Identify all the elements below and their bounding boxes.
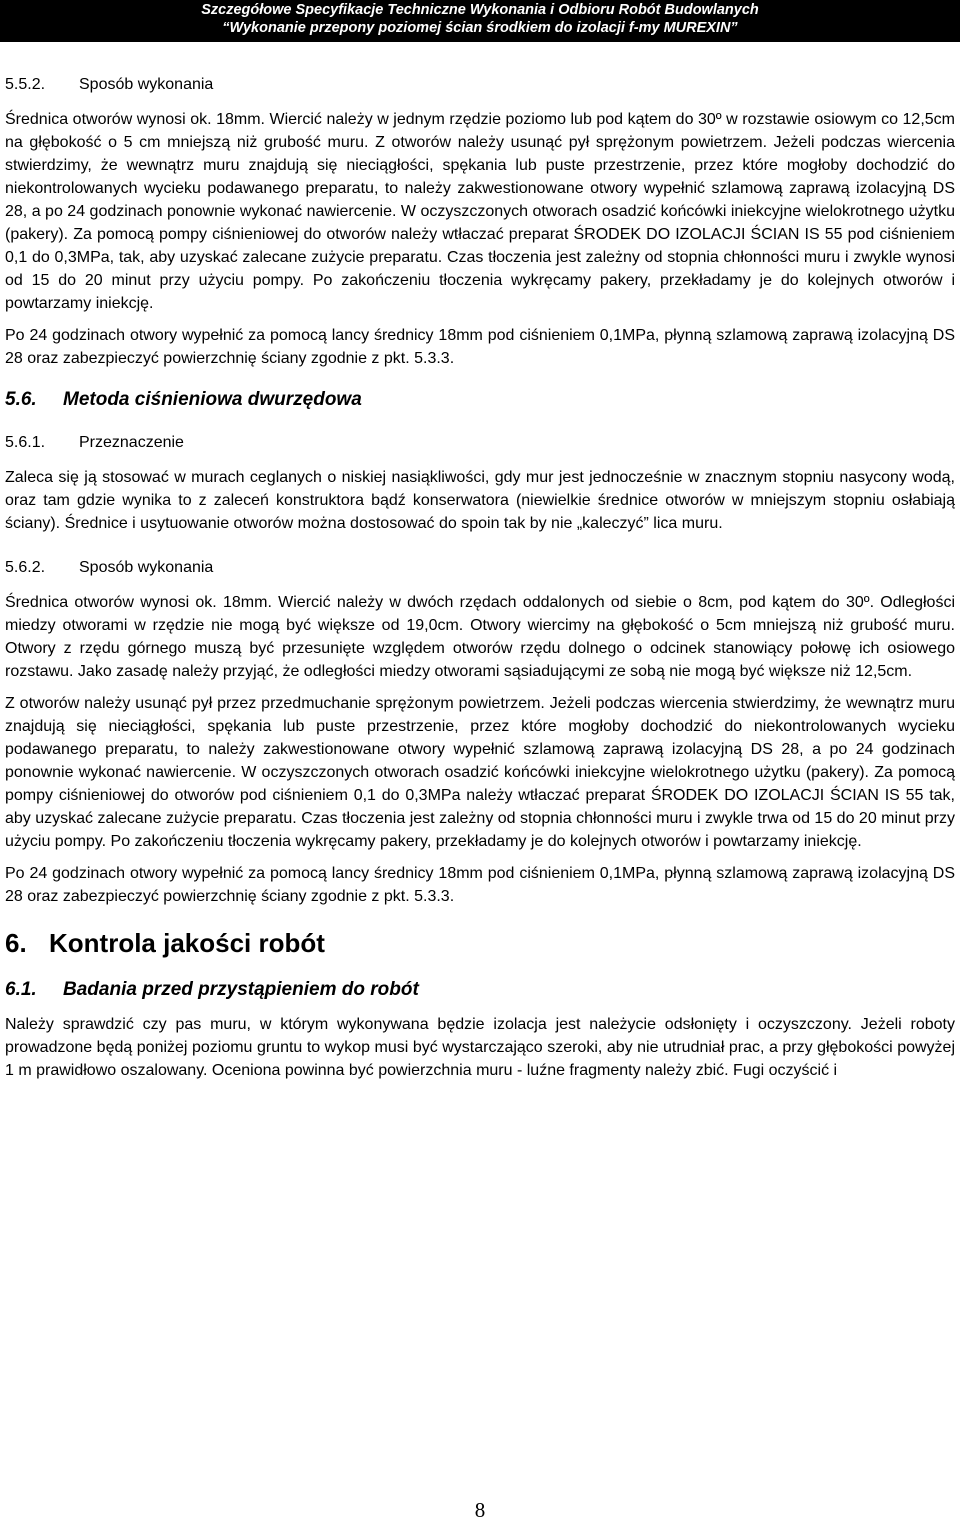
- section-title: Sposób wykonania: [79, 76, 214, 93]
- section-title: Przeznaczenie: [79, 434, 184, 451]
- header-subtitle: “Wykonanie przepony poziomej ścian środkiem do izolacji f-my MUREXIN”: [222, 20, 738, 36]
- document-body: [5, 73, 955, 1082]
- paragraph: Po 24 godzinach otwory wypełnić za pomocą lancy średnicy 18mm pod ciśnieniem 0,1MPa, płynną szlamową zaprawą izolacyjną DS 28 oraz zabezpieczyć powierzchnię ściany zgodnie z pkt. 5.3.3.: [5, 327, 955, 367]
- page-header: [0, 0, 960, 42]
- section-title: Kontrola jakości robót: [49, 928, 325, 958]
- section-5-6-2-heading: [5, 556, 955, 579]
- section-6-1-heading: [5, 978, 955, 1001]
- section-5-6-heading: [5, 388, 955, 411]
- section-5-5-2-heading: [5, 73, 955, 96]
- section-number: 5.6.2.: [5, 559, 46, 576]
- paragraph: Średnica otworów wynosi ok. 18mm. Wiercić należy w jednym rzędzie poziomo lub pod kątem do 30º w rozstawie osiowym co 12,5cm na głębokość o 5 cm mniejszą niż grubość muru. Z otworów należy usunąć pył sprężonym powietrzem. Jeżeli podczas wiercenia stwierdzimy, że wewnątrz muru znajdują się nieciągłości, spękania lub puste przestrzenie, przez które mogłoby dochodzić do niekontrolowanych wycieku podawanego preparatu, to należy zakwestionowane otwory wypełnić szlamową zaprawą izolacyjną DS 28, a po 24 godzinach ponownie wykonać nawiercenie. W oczyszczonych otworach osadzić końcówki iniekcyjne wielokrotnego użytku (pakery). Za pomocą pompy ciśnieniowej do otworów należy wtłaczać preparat ŚRODEK DO IZOLACJI ŚCIAN IS 55 pod ciśnieniem 0,1 do 0,3MPa, tak, aby uzyskać zalecane zużycie preparatu. Czas tłoczenia jest zależny od stopnia chłonności muru i zwykle wynosi od 15 do 20 minut przy użyciu pompy. Po zakończeniu tłoczenia wykręcamy pakery, przekładamy je do kolejnych otworów i powtarzamy iniekcję.: [5, 111, 955, 312]
- paragraph: Średnica otworów wynosi ok. 18mm. Wiercić należy w dwóch rzędach oddalonych od siebie o 8cm, pod kątem do 30º. Odległości miedzy otworami w rzędzie nie mogą być większe od 19,0cm. Otwory wiercimy na głębokość o 5cm mniejszą niż grubość muru. Otwory z rzędu górnego muszą być przesunięte względem otworów rzędu dolnego o odcinek stanowiący połowę ich osiowego rozstawu. Jako zasadę należy przyjąć, że odległości miedzy otworami sąsiadującymi ze sobą nie mogą być większe niż 12,5cm.: [5, 594, 955, 680]
- section-title: Metoda ciśnieniowa dwurzędowa: [63, 389, 362, 410]
- section-number: 5.6.1.: [5, 434, 46, 451]
- section-6-heading: [5, 928, 955, 958]
- paragraph: Po 24 godzinach otwory wypełnić za pomocą lancy średnicy 18mm pod ciśnieniem 0,1MPa, płynną szlamową zaprawą izolacyjną DS 28 oraz zabezpieczyć powierzchnię ściany zgodnie z pkt. 5.3.3.: [5, 865, 955, 905]
- header-title: Szczegółowe Specyfikacje Techniczne Wykonania i Odbioru Robót Budowlanych: [201, 2, 759, 18]
- section-5-6-1-heading: [5, 431, 955, 454]
- section-title: Badania przed przystąpieniem do robót: [63, 979, 419, 1000]
- section-title: Sposób wykonania: [79, 559, 214, 576]
- section-number: 6.: [5, 928, 27, 958]
- paragraph: Z otworów należy usunąć pył przez przedmuchanie sprężonym powietrzem. Jeżeli podczas wiercenia stwierdzimy, że wewnątrz muru znajdują się nieciągłości, spękania lub puste przestrzenie, przez które mogłoby dochodzić do niekontrolowanych wycieku podawanego preparatu, to należy zakwestionowane otwory wypełnić szlamową zaprawą izolacyjną DS 28, a po 24 godzinach ponownie wykonać nawiercenie. W oczyszczonych otworach osadzić końcówki iniekcyjne wielokrotnego użytku (pakery). Za pomocą pompy ciśnieniowej do otworów pod ciśnieniem 0,1 do 0,3MPa należy wtłaczać preparat ŚRODEK DO IZOLACJI ŚCIAN IS 55 tak, aby uzyskać zalecane zużycie preparatu. Czas tłoczenia jest zależny od stopnia chłonności muru i zwykle trwa od 15 do 20 minut przy użyciu pompy. Po zakończeniu tłoczenia wykręcamy pakery, przekładamy je do kolejnych otworów i powtarzamy iniekcję.: [5, 695, 955, 850]
- section-number: 5.5.2.: [5, 76, 46, 93]
- page-number: 8: [474, 1498, 486, 1522]
- paragraph: Zaleca się ją stosować w murach ceglanych o niskiej nasiąkliwości, gdy mur jest jednocześnie w znacznym stopniu nasycony wodą, oraz tam gdzie wynika to z zaleceń konstruktora bądź konserwatora (niewielkie średnice otworów w mniejszym stopniu osłabiają ściany). Średnice i usytuowanie otworów można dostosować do spoin tak by nie „kaleczyć” lica muru.: [5, 469, 955, 532]
- section-number: 5.6.: [5, 389, 37, 410]
- section-number: 6.1.: [5, 979, 37, 1000]
- paragraph: Należy sprawdzić czy pas muru, w którym wykonywana będzie izolacja jest należycie odsłonięty i oczyszczony. Jeżeli roboty prowadzone będą poniżej poziomu gruntu to wykop musi być wystarczająco szeroki, aby nie utrudniał prac, a przy głębokości powyżej 1 m prawidłowo oszalowany. Oceniona powinna być powierzchnia muru - luźne fragmenty należy zbić. Fugi oczyścić i: [5, 1016, 955, 1079]
